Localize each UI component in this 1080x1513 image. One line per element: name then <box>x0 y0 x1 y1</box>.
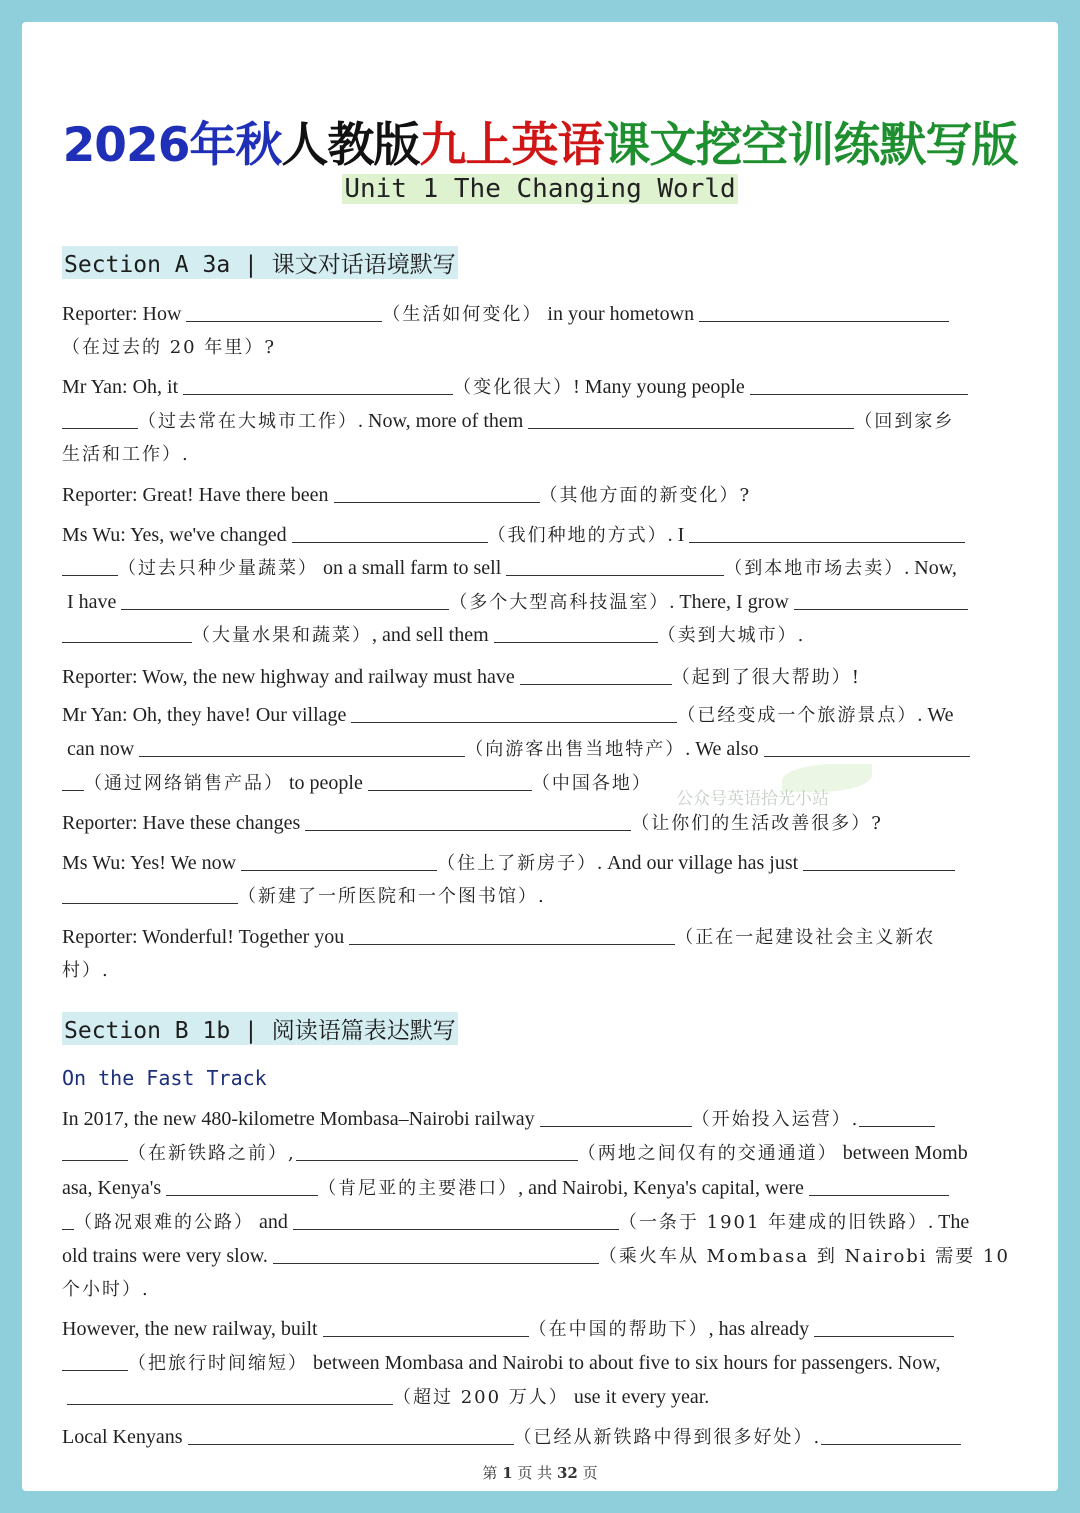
passage-title: On the Fast Track <box>62 1066 267 1090</box>
text-line: asa, Kenya's （肯尼亚的主要港口）, and Nairobi, Kenya's capital, were <box>62 1176 1022 1201</box>
current-page: 1 <box>502 1464 513 1482</box>
text-line: Mr Yan: Oh, it （变化很大）! Many young people <box>62 375 1022 400</box>
text-line: （在新铁路之前）, （两地之间仅有的交通通道） between Momb <box>62 1141 1022 1166</box>
text-line: 个小时）. <box>62 1279 150 1300</box>
text-line: Reporter: Wow, the new highway and railway must have （起到了很大帮助）! <box>62 666 861 688</box>
text-line: I have （多个大型高科技温室）. There, I grow <box>62 590 1022 615</box>
text-line: （通过网络销售产品） to people （中国各地） <box>62 771 1022 796</box>
unit-title: Unit 1 The Changing World <box>344 174 736 204</box>
title-topic: 课文挖空训练默写版 <box>603 118 1018 173</box>
text-line: Local Kenyans （已经从新铁路中得到很多好处）. <box>62 1425 1022 1450</box>
text-line: In 2017, the new 480-kilometre Mombasa–Nairobi railway （开始投入运营）. <box>62 1107 1022 1132</box>
page-footer: 第 1 页 共 32 页 <box>482 1464 598 1482</box>
unit-heading <box>22 174 1058 204</box>
title-publisher: 人教版 <box>281 118 420 173</box>
document-page <box>22 22 1058 1491</box>
text-line: （新建了一所医院和一个图书馆）. <box>62 884 1022 909</box>
text-line: 村）. <box>62 960 110 981</box>
text-line: （路况艰难的公路） and （一条于 1901 年建成的旧铁路）. The <box>62 1210 1022 1235</box>
text-line: Mr Yan: Oh, they have! Our village （已经变成一个旅游景点）. We <box>62 704 954 726</box>
text-line: Reporter: How （生活如何变化） in your hometown <box>62 302 1022 327</box>
text-line: （过去常在大城市工作）. Now, more of them （回到家乡 <box>62 409 1022 434</box>
text-line: （大量水果和蔬菜）, and sell them （卖到大城市）. <box>62 623 1022 648</box>
title-year: 2026年秋 <box>62 118 282 173</box>
text-line: Reporter: Great! Have there been （其他方面的新变化）? <box>62 484 752 506</box>
text-line: （过去只种少量蔬菜） on a small farm to sell （到本地市场去卖）. Now, <box>62 556 1022 581</box>
total-pages: 32 <box>556 1464 578 1482</box>
text-line: However, the new railway, built （在中国的帮助下）, has already <box>62 1317 1022 1342</box>
section-a-heading: Section A 3a | 课文对话语境默写 <box>62 246 458 279</box>
text-line: Ms Wu: Yes! We now （住上了新房子）. And our village has just <box>62 851 1022 876</box>
text-line: old trains were very slow. （乘火车从 Mombasa 到 Nairobi 需要 10 <box>62 1245 1010 1267</box>
text-line: Reporter: Have these changes （让你们的生活改善很多）? <box>62 812 883 834</box>
watermark: 公众号英语拾光小站 <box>676 789 829 809</box>
text-line: can now （向游客出售当地特产）. We also <box>62 737 1022 762</box>
text-line: （把旅行时间缩短） between Mombasa and Nairobi to about five to six hours for passengers. Now, <box>62 1351 1022 1376</box>
page-title <box>22 108 1058 175</box>
text-line: 生活和工作）. <box>62 444 190 465</box>
title-grade: 九上英语 <box>419 118 604 173</box>
text-line: Ms Wu: Yes, we've changed （我们种地的方式）. I <box>62 523 1022 548</box>
text-line: （在过去的 20 年里）? <box>62 337 276 358</box>
section-b-heading: Section B 1b | 阅读语篇表达默写 <box>62 1012 458 1045</box>
text-line: Reporter: Wonderful! Together you （正在一起建设社会主义新农 <box>62 926 936 948</box>
text-line: （超过 200 万人） use it every year. <box>62 1385 1022 1410</box>
